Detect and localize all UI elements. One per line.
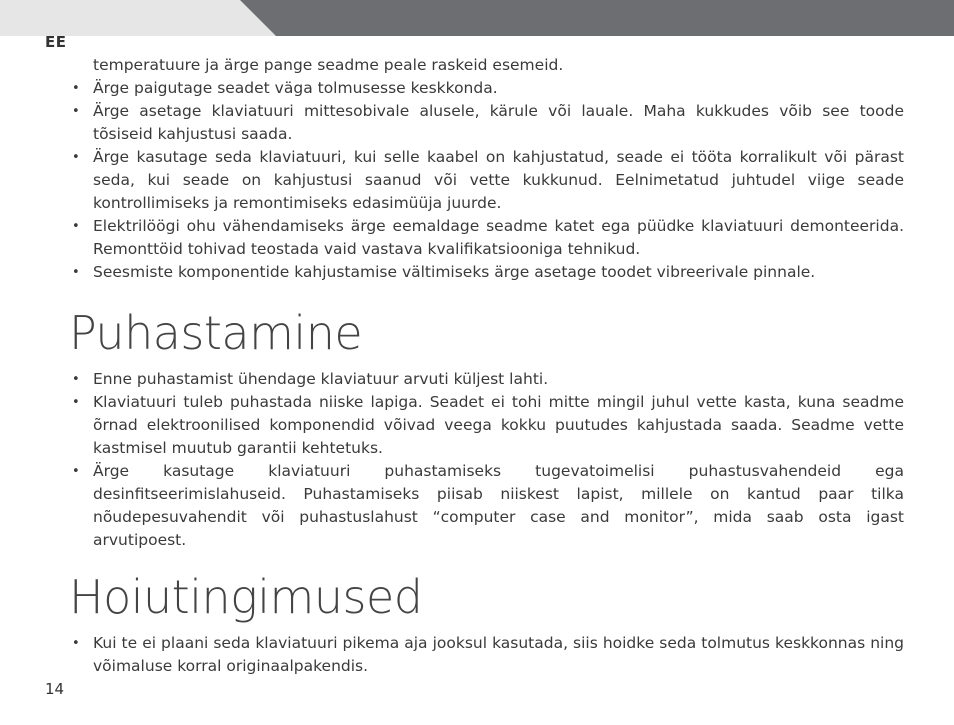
page-number: 14 <box>45 680 65 698</box>
list-item: • Seesmiste komponentide kahjustamise vältimiseks ärge asetage toodet vibreerivale pinnale. <box>72 261 904 284</box>
list-item: • Enne puhastamist ühendage klaviatuur arvuti küljest lahti. <box>72 368 904 391</box>
header-band-dark <box>240 0 954 36</box>
intro-continuation: temperatuure ja ärge pange seadme peale raskeid esemeid. <box>93 56 564 74</box>
list-item: • Elektrilöögi ohu vähendamiseks ärge eemaldage seadme katet ega püüdke klaviatuuri demonteerida. Remonttöid tohivad teostada vaid vastava kvalifikatsiooniga tehnikud. <box>72 215 904 261</box>
list-item: • Klaviatuuri tuleb puhastada niiske lapiga. Seadet ei tohi mitte mingil juhul vette kasta, kuna seadme õrnad elektroonilised komponendid võivad veega kokku puutudes kahjustada saada. Seadme vette kastmisel muutub garantii kehtetuks. <box>72 391 904 460</box>
page-content <box>69 54 904 678</box>
section-heading-cleaning: Puhastamine <box>69 306 363 360</box>
list-item: • Ärge paigutage seadet väga tolmusesse keskkonda. <box>72 77 904 100</box>
list-item: • Ärge kasutage seda klaviatuuri, kui selle kaabel on kahjustatud, seade ei tööta korralikult või pärast seda, kui seade on kahjustusi saanud või vette kukkunud. Eelnimetatud juhtudel viige seade kontrollimiseks ja remontimiseks edasimüüja juurde. <box>72 146 904 215</box>
list-item: • Ärge kasutage klaviatuuri puhastamiseks tugevatoimelisi puhastusvahendeid ega desinfitseerimislahuseid. Puhastamiseks piisab niiskest lapist, millele on kantud paar tilka nõudepesuvahendit või puhastuslahust “computer case and monitor”, mida saab osta igast arvutipoest. <box>72 460 904 552</box>
list-item: • Ärge asetage klaviatuuri mittesobivale alusele, kärule või lauale. Maha kukkudes võib see toode tõsiseid kahjustusi saada. <box>72 100 904 146</box>
storage-list <box>72 632 904 678</box>
intro-list <box>72 77 904 284</box>
cleaning-list <box>72 368 904 552</box>
section-heading-storage: Hoiutingimused <box>69 570 423 624</box>
language-tag: EE <box>45 33 67 51</box>
list-item: • Kui te ei plaani seda klaviatuuri pikema aja jooksul kasutada, siis hoidke seda tolmutus keskkonnas ning võimaluse korral originaalpakendis. <box>72 632 904 678</box>
